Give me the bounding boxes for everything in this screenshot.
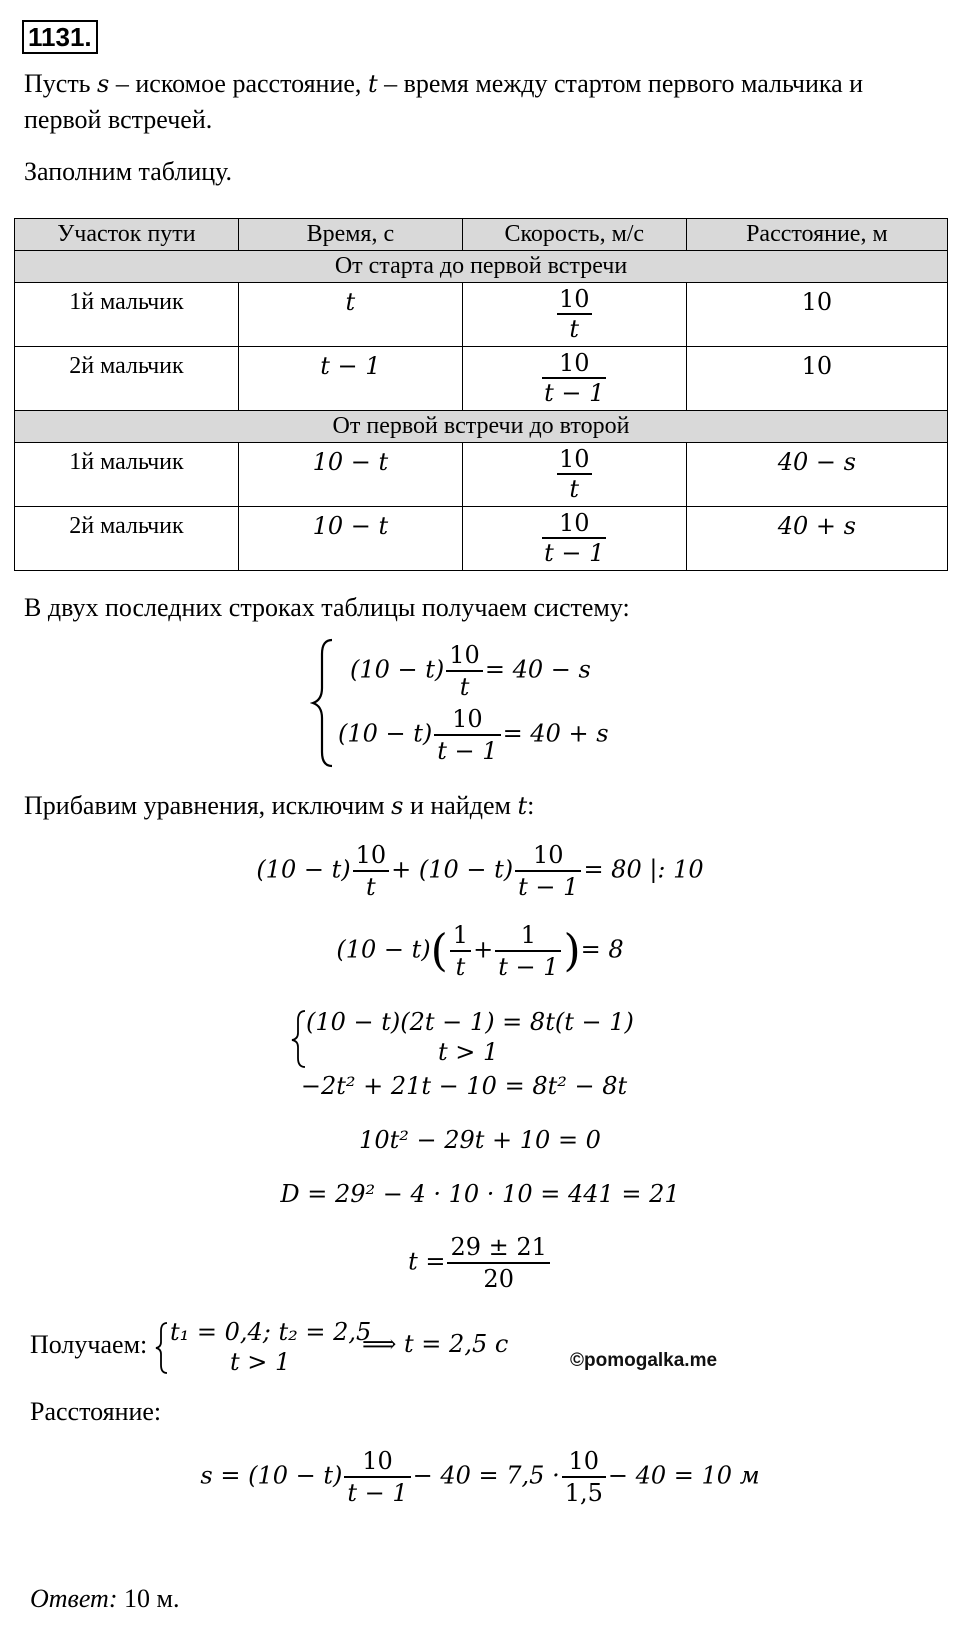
var-t: t	[367, 70, 378, 98]
header-distance: Расстояние, м	[686, 219, 947, 251]
table-row	[15, 507, 948, 571]
row-distance: 40 − s	[777, 448, 856, 476]
add-equations-text: Прибавим уравнения, исключим s и найдем t:	[24, 791, 535, 820]
intro-text-2: – искомое расстояние,	[115, 69, 362, 98]
intro-text-3: – время между стартом первого мальчика и первой встречей.	[24, 69, 864, 134]
row-time: 10 − t	[312, 448, 389, 476]
intro-text-1: Пусть	[24, 69, 91, 98]
system-eq-1: (10 − t) $\frac{10}{t}$ = 40 − s	[350, 641, 591, 701]
row-label: 1й мальчик	[15, 283, 239, 347]
row-distance: 40 + s	[777, 512, 856, 540]
section-2-title: От первой встречи до второй	[15, 411, 948, 443]
row-label: 2й мальчик	[15, 347, 239, 411]
answer-line	[30, 1584, 179, 1614]
row-label: 2й мальчик	[15, 507, 239, 571]
obtain-line: Получаем: t₁ = 0,4; t₂ = 2,5 t > 1 ⟹ t = 2,5 c	[30, 1318, 509, 1376]
solution-line-6: D = 29² − 4 · 10 · 10 = 441 = 21	[280, 1180, 680, 1208]
answer-label: Ответ:	[30, 1584, 118, 1613]
table-header-row	[15, 219, 948, 251]
row-speed: $\frac{10}{t - 1}$	[544, 509, 605, 567]
obtain-label: Получаем:	[30, 1330, 148, 1359]
intro-paragraph	[24, 66, 920, 138]
table-row	[15, 443, 948, 507]
table-row	[15, 347, 948, 411]
system-text: В двух последних строках таблицы получаем систему:	[24, 593, 630, 622]
solution-line-7: t = $\frac{29 \pm 21}{20}$	[0, 1232, 960, 1294]
header-speed: Скорость, м/с	[462, 219, 686, 251]
row-speed: $\frac{10}{t}$	[558, 285, 590, 343]
motion-table	[14, 218, 948, 571]
solution-line-4: −2t² + 21t − 10 = 8t² − 8t	[300, 1072, 628, 1100]
equation-system	[310, 636, 650, 770]
row-distance: 10	[801, 288, 833, 316]
row-time: 10 − t	[312, 512, 389, 540]
system-eq-2: (10 − t) $\frac{10}{t - 1}$ = 40 + s	[338, 705, 609, 765]
row-speed: $\frac{10}{t}$	[558, 445, 590, 503]
row-distance: 10	[801, 352, 833, 380]
left-brace-icon	[310, 636, 338, 770]
row-label: 1й мальчик	[15, 443, 239, 507]
header-segment: Участок пути	[15, 219, 239, 251]
table-row	[15, 283, 948, 347]
problem-number: 1131.	[22, 20, 98, 54]
row-time: t	[345, 288, 356, 316]
answer-value: 10 м.	[123, 1584, 180, 1613]
section-1-title: От старта до первой встречи	[15, 251, 948, 283]
distance-formula: s = (10 − t) $\frac{10}{t - 1}$ − 40 = 7,5 · $\frac{10}{1,5}$ − 40 = 10 м	[200, 1447, 760, 1507]
row-speed: $\frac{10}{t - 1}$	[544, 349, 605, 407]
var-s: s	[97, 70, 110, 98]
header-time: Время, с	[238, 219, 462, 251]
left-brace-icon	[154, 1320, 170, 1376]
distance-label: Расстояние:	[30, 1397, 162, 1426]
solution-line-1: (10 − t) $\frac{10}{t}$ + (10 − t) $\frac{10}{t - 1}$ = 80 |: 10	[256, 841, 704, 901]
row-time: t − 1	[320, 352, 381, 380]
watermark: ©pomogalka.me	[570, 1350, 718, 1371]
fill-table-text: Заполним таблицу.	[24, 157, 233, 186]
solution-line-5: 10t² − 29t + 10 = 0	[359, 1126, 601, 1154]
solution-line-3: (10 − t)(2t − 1) = 8t(t − 1) t > 1	[290, 1008, 650, 1070]
solution-line-2: (10 − t)( $\frac{1}{t}$ + $\frac{1}{t - 1}$ )= 8	[336, 921, 624, 981]
